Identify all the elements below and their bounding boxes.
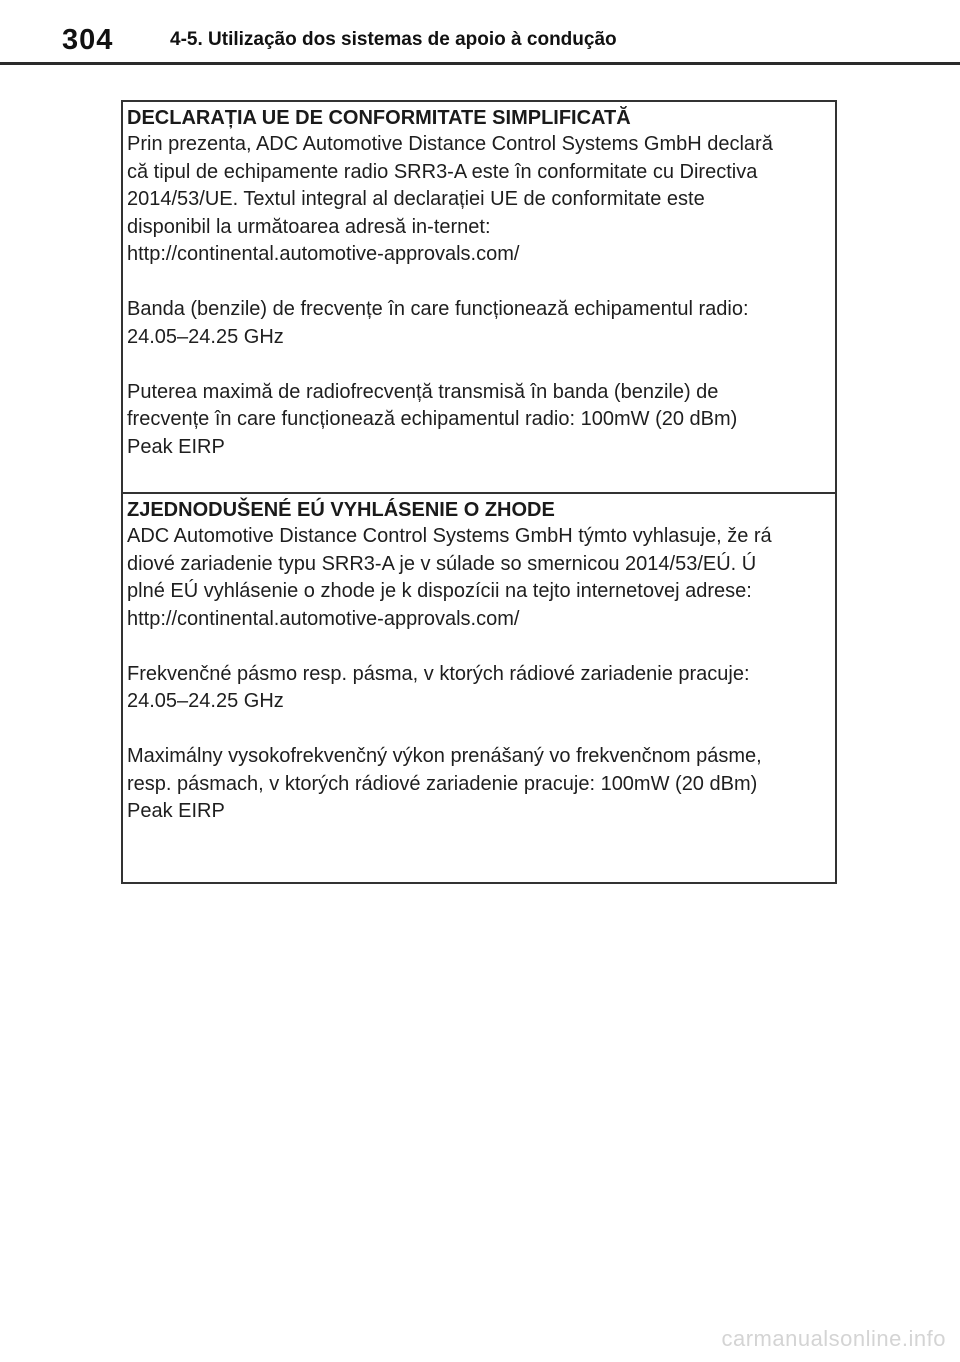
slovak-power-line: Peak EIRP — [127, 800, 225, 822]
romanian-band-value: 24.05–24.25 GHz — [127, 325, 284, 348]
romanian-line: 2014/53/UE. Textul integral al declarației UE de conformitate este — [127, 188, 705, 210]
romanian-line: că tipul de echipamente radio SRR3-A este în conformitate cu Directiva — [127, 160, 758, 183]
slovak-heading: ZJEDNODUŠENÉ EÚ VYHLÁSENIE O ZHODE — [127, 499, 555, 521]
paragraph-gap — [127, 351, 835, 379]
declaration-box — [121, 100, 837, 884]
watermark: carmanualsonline.info — [721, 1326, 946, 1351]
paragraph-gap — [127, 716, 835, 744]
romanian-power-line: Peak EIRP — [127, 435, 225, 458]
slovak-line: diové zariadenie typu SRR3-A je v súlade so smernicou 2014/53/EÚ. Ú — [127, 552, 757, 575]
romanian-line: disponibil la următoarea adresă in-ternet: — [127, 215, 491, 238]
paragraph-gap — [127, 633, 835, 661]
romanian-url: http://continental.automotive-approvals.com/ — [127, 243, 520, 265]
romanian-power-line: frecvențe în care funcționează echipamentul radio: 100mW (20 dBm) — [127, 408, 738, 430]
paragraph-gap — [127, 269, 835, 297]
slovak-power-line: Maximálny vysokofrekvenčný výkon prenášaný vo frekvenčnom pásme, — [127, 745, 762, 767]
slovak-power-line: resp. pásmach, v ktorých rádiové zariadenie pracuje: 100mW (20 dBm) — [127, 772, 758, 795]
slovak-band-value: 24.05–24.25 GHz — [127, 690, 284, 712]
romanian-power-line: Puterea maximă de radiofrecvență transmisă în banda (benzile) de — [127, 380, 719, 403]
romanian-line: Prin prezenta, ADC Automotive Distance Control Systems GmbH declară — [127, 133, 773, 155]
section-title: 4-5. Utilização dos sistemas de apoio à condução — [170, 29, 617, 50]
page-number: 304 — [62, 24, 114, 56]
header-rule — [0, 62, 960, 65]
slovak-line: ADC Automotive Distance Control Systems GmbH týmto vyhlasuje, že rá — [127, 525, 772, 547]
romanian-declaration — [123, 102, 835, 492]
romanian-band-line: Banda (benzile) de frecvențe în care funcționează echipamentul radio: — [127, 298, 749, 320]
slovak-declaration — [123, 492, 835, 882]
page-header — [0, 0, 960, 66]
slovak-line: plné EÚ vyhlásenie o zhode je k dispozícii na tejto internetovej adrese: — [127, 580, 752, 602]
slovak-url: http://continental.automotive-approvals.com/ — [127, 607, 520, 630]
romanian-heading: DECLARAȚIA UE DE CONFORMITATE SIMPLIFICATĂ — [127, 107, 631, 129]
slovak-band-line: Frekvenčné pásmo resp. pásma, v ktorých rádiové zariadenie pracuje: — [127, 662, 750, 685]
